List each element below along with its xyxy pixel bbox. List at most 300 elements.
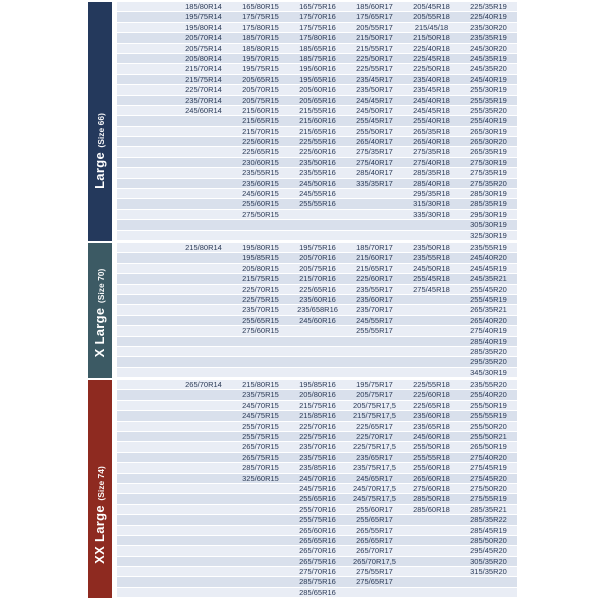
tire-size-cell: 225/60R16 xyxy=(299,147,336,157)
empty-cell xyxy=(117,474,175,483)
table-row xyxy=(117,316,517,326)
empty-cell xyxy=(117,274,175,283)
tire-size-cell: 275/40R18 xyxy=(413,157,450,167)
tire-size-cell: 255/55R19 xyxy=(470,411,507,421)
tire-size-cell: 245/75R16 xyxy=(299,483,336,493)
table-row xyxy=(117,515,517,525)
tire-size-cell: 255/55R17 xyxy=(356,326,393,336)
tire-size-cell: 255/60R18 xyxy=(413,463,450,473)
tire-size-cell: 195/80R14 xyxy=(185,22,222,32)
tire-size-cell xyxy=(403,567,460,576)
empty-cell xyxy=(117,577,175,586)
table-row xyxy=(117,368,517,378)
tire-size-cell: 295/30R19 xyxy=(470,209,507,219)
table-row xyxy=(117,23,517,33)
tire-size-cell xyxy=(403,316,460,325)
table-row xyxy=(117,54,517,64)
tire-size-cell: 265/70R17 xyxy=(356,546,393,556)
tire-size-cell xyxy=(175,158,232,167)
tire-size-cell xyxy=(346,368,403,377)
tire-size-cell xyxy=(403,557,460,566)
empty-cell xyxy=(117,463,175,472)
tire-size-cell: 235/70R15 xyxy=(242,305,279,315)
table-row xyxy=(117,453,517,463)
section-label-xx-large xyxy=(91,466,109,564)
tire-size-cell xyxy=(346,588,403,597)
tire-size-cell: 335/30R18 xyxy=(413,209,450,219)
tire-size-cell: 315/35R20 xyxy=(470,567,507,577)
tire-size-cell: 245/40R20 xyxy=(470,253,507,263)
tire-size-cell: 275/55R17 xyxy=(356,567,393,577)
empty-cell xyxy=(117,484,175,493)
empty-cell xyxy=(117,368,175,377)
section-size-label: (Size 66) xyxy=(96,113,106,149)
tire-size-cell xyxy=(175,137,232,146)
tire-size-cell xyxy=(289,337,346,346)
tire-size-cell: 235/60R15 xyxy=(242,178,279,188)
tire-size-cell: 285/50R18 xyxy=(413,494,450,504)
tire-size-cell: 275/60R18 xyxy=(413,483,450,493)
tire-size-cell: 215/55R16 xyxy=(299,105,336,115)
tire-size-cell: 215/50R17 xyxy=(356,33,393,43)
empty-cell xyxy=(117,189,175,198)
section-name: X Large xyxy=(92,307,107,357)
tire-size-cell: 255/60R17 xyxy=(356,504,393,514)
empty-cell xyxy=(117,147,175,156)
empty-cell xyxy=(117,2,175,11)
tire-size-cell: 255/30R19 xyxy=(470,85,507,95)
section-label-large xyxy=(91,114,109,190)
tire-size-cell: 255/40R19 xyxy=(470,116,507,126)
tire-size-cell xyxy=(460,588,517,597)
tire-size-cell xyxy=(175,432,232,441)
table-row xyxy=(117,337,517,347)
table-row xyxy=(117,380,517,390)
empty-cell xyxy=(117,64,175,73)
tire-size-cell: 285/50R20 xyxy=(470,535,507,545)
empty-cell xyxy=(117,168,175,177)
tire-size-cell: 230/60R15 xyxy=(242,157,279,167)
table-row xyxy=(117,557,517,567)
table-row xyxy=(117,422,517,432)
section-large xyxy=(88,2,517,241)
table-row xyxy=(117,253,517,263)
tire-size-cell: 255/50R19 xyxy=(470,400,507,410)
tire-size-cell xyxy=(289,220,346,229)
tire-size-cell xyxy=(175,316,232,325)
table-row xyxy=(117,231,517,241)
tire-size-cell xyxy=(175,442,232,451)
tire-size-cell: 245/35R20 xyxy=(470,64,507,74)
empty-cell xyxy=(117,96,175,105)
tire-size-cell: 275/35R19 xyxy=(470,168,507,178)
tire-size-cell xyxy=(403,347,460,356)
tire-size-cell xyxy=(175,515,232,524)
tire-size-cell xyxy=(175,285,232,294)
tire-size-cell: 275/45R19 xyxy=(470,463,507,473)
table-row xyxy=(117,75,517,85)
tire-size-cell: 255/45R17 xyxy=(356,116,393,126)
tire-size-cell xyxy=(175,253,232,262)
empty-cell xyxy=(117,285,175,294)
empty-cell xyxy=(117,116,175,125)
tire-size-cell: 205/65R16 xyxy=(299,95,336,105)
tire-size-cell xyxy=(403,295,460,304)
tire-size-cell: 225/45R18 xyxy=(413,53,450,63)
tire-size-cell xyxy=(175,305,232,314)
tire-size-cell xyxy=(403,515,460,524)
tire-size-cell: 285/35R21 xyxy=(470,504,507,514)
tire-size-cell xyxy=(346,189,403,198)
tire-size-cell: 205/70R14 xyxy=(185,33,222,43)
empty-cell xyxy=(117,33,175,42)
tire-size-cell: 195/75R17 xyxy=(356,380,393,390)
tire-size-cell: 285/40R19 xyxy=(470,336,507,346)
section-size-label: (Size 74) xyxy=(96,466,106,501)
table-row xyxy=(117,127,517,137)
tire-size-cell: 295/35R18 xyxy=(413,189,450,199)
tire-size-cell: 225/40R19 xyxy=(470,12,507,22)
section-name: Large xyxy=(92,152,107,190)
tire-size-cell: 165/75R16 xyxy=(299,2,336,11)
tire-size-cell: 255/35R20 xyxy=(470,105,507,115)
tire-size-cell: 245/45R17 xyxy=(356,95,393,105)
table-row xyxy=(117,274,517,284)
tire-size-cell: 215/55R17 xyxy=(356,43,393,53)
tire-size-cell xyxy=(175,368,232,377)
empty-cell xyxy=(117,44,175,53)
empty-cell xyxy=(117,588,175,597)
empty-cell xyxy=(117,505,175,514)
tire-size-cell: 245/75R17,5 xyxy=(353,494,396,504)
empty-cell xyxy=(117,453,175,462)
tire-size-cell xyxy=(289,357,346,366)
tire-size-cell xyxy=(175,484,232,493)
tire-size-cell: 235/65R18 xyxy=(413,421,450,431)
tire-size-cell: 225/75R15 xyxy=(242,294,279,304)
empty-cell xyxy=(117,326,175,335)
tire-size-cell: 245/70R15 xyxy=(242,400,279,410)
tire-size-cell: 285/35R22 xyxy=(470,515,507,525)
tire-size-cell: 265/70R14 xyxy=(185,380,222,390)
tire-size-cell: 255/45R19 xyxy=(470,294,507,304)
table-row xyxy=(117,442,517,452)
tire-size-cell: 215/60R17 xyxy=(356,253,393,263)
tire-size-cell: 275/60R15 xyxy=(242,326,279,336)
tire-size-cell: 255/70R15 xyxy=(242,421,279,431)
tire-size-cell: 225/50R17 xyxy=(356,53,393,63)
tire-size-cell xyxy=(175,474,232,483)
table-row xyxy=(117,305,517,315)
tire-size-cell xyxy=(403,357,460,366)
tire-size-cell xyxy=(175,546,232,555)
tire-size-cell: 265/55R17 xyxy=(356,525,393,535)
tire-size-cell xyxy=(175,588,232,597)
tire-size-cell: 235/65R17 xyxy=(356,452,393,462)
tire-size-cell: 255/70R16 xyxy=(299,504,336,514)
empty-cell xyxy=(117,337,175,346)
tire-size-cell: 235/45R17 xyxy=(356,74,393,84)
tire-size-cell: 285/35R18 xyxy=(413,168,450,178)
tire-size-cell xyxy=(175,210,232,219)
tire-size-cell: 195/80R15 xyxy=(242,242,279,252)
tire-size-cell: 205/65R15 xyxy=(242,74,279,84)
tire-size-cell: 255/50R21 xyxy=(470,432,507,442)
tire-size-cell: 245/60R15 xyxy=(242,189,279,199)
section-name: XX Large xyxy=(92,505,107,565)
table-row xyxy=(117,12,517,22)
tire-size-cell: 215/75R14 xyxy=(185,74,222,84)
tire-size-cell: 325/30R19 xyxy=(470,230,507,240)
tire-size-cell: 335/35R17 xyxy=(356,178,393,188)
tire-size-cell: 275/40R19 xyxy=(470,326,507,336)
tire-size-cell: 275/30R19 xyxy=(470,157,507,167)
tire-size-cell xyxy=(232,368,289,377)
tire-size-cell xyxy=(346,357,403,366)
tire-size-cell: 265/60R16 xyxy=(299,525,336,535)
table-row xyxy=(117,116,517,126)
tire-size-cell xyxy=(175,505,232,514)
tire-size-cell: 235/75R17,5 xyxy=(353,463,396,473)
tire-size-cell: 215/80R14 xyxy=(185,242,222,252)
tire-size-cell: 175/75R16 xyxy=(299,22,336,32)
tire-size-cell: 285/35R19 xyxy=(470,199,507,209)
tire-size-cell: 175/80R15 xyxy=(242,22,279,32)
table-row xyxy=(117,546,517,556)
tire-size-cell: 265/75R15 xyxy=(242,452,279,462)
tire-size-cell: 235/40R18 xyxy=(413,74,450,84)
empty-cell xyxy=(117,536,175,545)
tire-size-cell: 285/75R16 xyxy=(299,577,336,587)
table-row xyxy=(117,326,517,336)
empty-cell xyxy=(117,316,175,325)
empty-cell xyxy=(117,220,175,229)
tire-size-cell: 205/45R18 xyxy=(413,2,450,11)
tire-size-cell: 225/50R18 xyxy=(413,64,450,74)
tire-size-cell: 255/50R20 xyxy=(470,421,507,431)
tire-size-cell: 205/60R16 xyxy=(299,85,336,95)
empty-cell xyxy=(117,494,175,503)
tire-size-cell: 275/55R19 xyxy=(470,494,507,504)
tire-size-cell xyxy=(232,347,289,356)
tire-size-cell xyxy=(175,337,232,346)
tire-size-cell xyxy=(232,588,289,597)
table-row xyxy=(117,577,517,587)
empty-cell xyxy=(117,526,175,535)
tire-size-cell: 255/40R18 xyxy=(413,116,450,126)
tire-size-cell xyxy=(175,231,232,240)
table-row xyxy=(117,179,517,189)
tire-size-cell: 235/70R14 xyxy=(185,95,222,105)
table-row xyxy=(117,243,517,253)
tire-size-cell: 315/30R18 xyxy=(413,199,450,209)
tire-size-cell: 265/40R20 xyxy=(470,315,507,325)
table-row xyxy=(117,567,517,577)
tire-size-cell: 255/50R18 xyxy=(413,442,450,452)
table-row xyxy=(117,285,517,295)
tire-size-cell xyxy=(175,411,232,420)
tire-size-cell: 225/35R19 xyxy=(470,2,507,11)
tire-size-cell: 225/70R17 xyxy=(356,432,393,442)
tire-size-cell: 235/55R17 xyxy=(356,284,393,294)
tire-size-cell: 205/80R15 xyxy=(242,263,279,273)
tire-size-cell xyxy=(289,347,346,356)
tire-size-cell: 305/35R20 xyxy=(470,556,507,566)
tire-size-cell: 195/75R16 xyxy=(299,242,336,252)
empty-cell xyxy=(117,390,175,399)
tire-size-cell: 255/65R15 xyxy=(242,315,279,325)
tire-size-cell: 225/55R17 xyxy=(356,64,393,74)
tire-size-cell: 235/85R16 xyxy=(299,463,336,473)
tire-size-cell: 185/70R15 xyxy=(242,33,279,43)
empty-cell xyxy=(117,295,175,304)
section-label-x-large xyxy=(91,268,109,357)
tire-size-cell xyxy=(403,220,460,229)
tire-size-cell: 245/50R17 xyxy=(356,105,393,115)
tire-size-cell: 245/30R20 xyxy=(470,43,507,53)
table-row xyxy=(117,474,517,484)
tire-size-cell xyxy=(175,116,232,125)
tire-size-cell: 305/30R19 xyxy=(470,220,507,230)
tire-size-cell: 185/65R16 xyxy=(299,43,336,53)
table-row xyxy=(117,137,517,147)
tire-size-cell: 245/75R15 xyxy=(242,411,279,421)
empty-cell xyxy=(117,411,175,420)
table-row xyxy=(117,588,517,598)
tire-size-cell xyxy=(175,127,232,136)
tire-size-cell: 295/45R20 xyxy=(470,546,507,556)
tire-size-cell xyxy=(232,577,289,586)
tire-size-cell xyxy=(403,588,460,597)
tire-size-cell xyxy=(175,179,232,188)
tire-size-cell: 285/35R20 xyxy=(470,346,507,356)
empty-cell xyxy=(117,253,175,262)
tire-size-cell: 235/70R17 xyxy=(356,305,393,315)
empty-cell xyxy=(117,158,175,167)
table-row xyxy=(117,401,517,411)
section-band-x-large xyxy=(88,243,112,378)
tire-size-cell: 235/60R17 xyxy=(356,294,393,304)
tire-size-cell: 245/35R21 xyxy=(470,274,507,284)
tire-size-cell: 225/70R16 xyxy=(299,421,336,431)
tire-size-cell: 195/65R16 xyxy=(299,74,336,84)
tire-size-cell: 215/70R14 xyxy=(185,64,222,74)
tire-size-cell xyxy=(289,368,346,377)
table-row xyxy=(117,463,517,473)
tire-size-cell: 245/40R18 xyxy=(413,95,450,105)
tire-size-cell: 265/70R15 xyxy=(242,442,279,452)
table-row xyxy=(117,85,517,95)
tire-size-cell: 255/35R19 xyxy=(470,95,507,105)
empty-cell xyxy=(117,54,175,63)
tire-size-cell: 235/55R16 xyxy=(299,168,336,178)
tire-size-cell: 215/75R17,5 xyxy=(353,411,396,421)
tire-size-cell: 225/40R18 xyxy=(413,43,450,53)
tire-size-cell: 245/45R18 xyxy=(413,105,450,115)
tire-size-cell: 265/60R18 xyxy=(413,473,450,483)
tire-size-cell xyxy=(460,577,517,586)
tire-size-cell: 235/75R15 xyxy=(242,390,279,400)
empty-cell xyxy=(117,401,175,410)
tire-size-cell: 225/55R18 xyxy=(413,380,450,390)
tire-size-cell xyxy=(346,337,403,346)
tire-size-cell: 275/50R20 xyxy=(470,483,507,493)
table-row xyxy=(117,484,517,494)
section-grid-xx-large xyxy=(117,380,517,598)
tire-size-cell: 215/60R16 xyxy=(299,116,336,126)
table-row xyxy=(117,210,517,220)
empty-cell xyxy=(117,23,175,32)
tire-size-cell: 245/55R16 xyxy=(299,189,336,199)
empty-cell xyxy=(117,210,175,219)
table-row xyxy=(117,33,517,43)
tire-size-cell xyxy=(232,505,289,514)
table-row xyxy=(117,494,517,504)
tire-size-cell: 225/60R18 xyxy=(413,390,450,400)
tire-size-cell: 175/75R15 xyxy=(242,12,279,22)
tire-size-cell xyxy=(232,515,289,524)
tire-size-cell: 275/35R18 xyxy=(413,147,450,157)
tire-size-cell xyxy=(346,347,403,356)
table-row xyxy=(117,536,517,546)
table-row xyxy=(117,189,517,199)
tire-size-cell: 225/60R15 xyxy=(242,137,279,147)
tire-size-cell: 185/80R14 xyxy=(185,2,222,11)
tire-size-cell: 255/75R16 xyxy=(299,515,336,525)
tire-size-cell: 215/65R15 xyxy=(242,116,279,126)
table-row xyxy=(117,295,517,305)
tire-size-cell: 275/45R20 xyxy=(470,473,507,483)
tire-size-cell: 205/70R15 xyxy=(242,85,279,95)
tire-size-cell: 235/60R16 xyxy=(299,294,336,304)
tire-size-cell xyxy=(403,577,460,586)
empty-cell xyxy=(117,380,175,389)
tire-size-cell xyxy=(175,220,232,229)
tire-size-cell xyxy=(175,567,232,576)
tire-size-cell: 195/85R15 xyxy=(242,253,279,263)
tire-size-cell xyxy=(289,210,346,219)
tire-size-cell: 215/85R16 xyxy=(299,411,336,421)
tire-size-cell xyxy=(232,220,289,229)
tire-size-cell: 235/45R18 xyxy=(413,85,450,95)
table-row xyxy=(117,158,517,168)
tire-size-cell xyxy=(175,274,232,283)
tire-size-cell xyxy=(175,557,232,566)
table-row xyxy=(117,411,517,421)
tire-size-cell: 215/80R15 xyxy=(242,380,279,390)
tire-size-cell: 265/70R16 xyxy=(299,546,336,556)
tire-size-cell: 245/60R14 xyxy=(185,105,222,115)
tire-size-cell: 265/75R16 xyxy=(299,556,336,566)
tire-size-cell: 255/65R16 xyxy=(299,494,336,504)
tire-size-cell: 215/45/18 xyxy=(414,22,449,32)
tire-size-cell: 255/45R18 xyxy=(413,274,450,284)
tire-size-cell: 275/45R18 xyxy=(413,284,450,294)
tire-size-cell xyxy=(175,168,232,177)
tire-size-cell: 275/50R15 xyxy=(242,209,279,219)
empty-cell xyxy=(117,137,175,146)
tire-size-cell xyxy=(175,189,232,198)
tire-size-cell: 185/75R16 xyxy=(299,53,336,63)
tire-size-cell: 235/55R15 xyxy=(242,168,279,178)
tire-size-cell: 255/65R17 xyxy=(356,515,393,525)
empty-cell xyxy=(117,422,175,431)
tire-size-cell xyxy=(403,536,460,545)
tire-size-cell xyxy=(403,337,460,346)
table-row xyxy=(117,505,517,515)
tire-size-cell: 195/85R16 xyxy=(299,380,336,390)
table-row xyxy=(117,357,517,367)
